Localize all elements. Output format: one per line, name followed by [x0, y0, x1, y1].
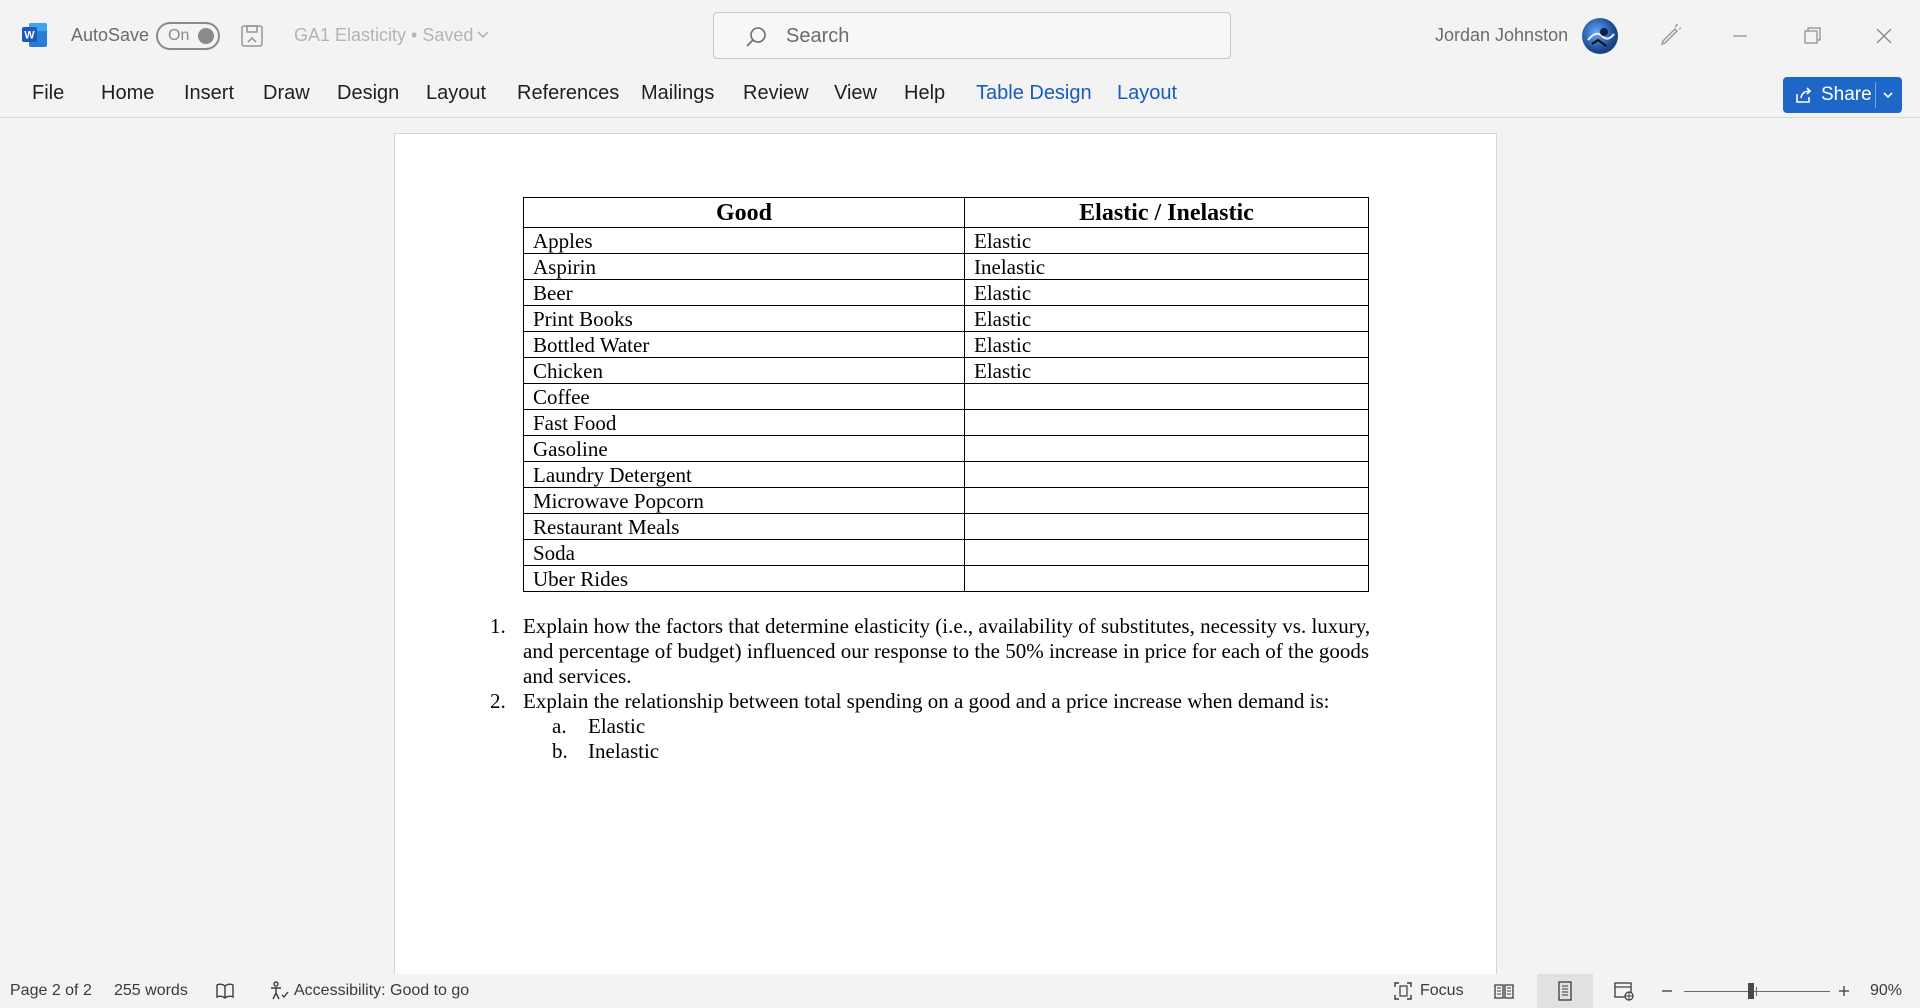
tab-review[interactable]: Review — [743, 82, 809, 104]
word-logo-icon[interactable] — [22, 22, 48, 48]
question-number: 1. — [490, 614, 506, 638]
read-mode-icon[interactable] — [1493, 980, 1515, 1002]
tab-mailings[interactable]: Mailings — [641, 82, 715, 104]
tab-home[interactable]: Home — [101, 82, 155, 104]
cell-good[interactable]: Laundry Detergent — [524, 462, 965, 488]
tab-view[interactable]: View — [834, 82, 877, 104]
cell-elasticity[interactable] — [965, 566, 1369, 592]
share-divider — [1875, 82, 1876, 108]
proofing-book-icon[interactable] — [214, 980, 236, 1002]
designer-pen-icon[interactable] — [1656, 22, 1684, 50]
save-icon[interactable] — [238, 22, 266, 50]
cell-elasticity[interactable]: Elastic — [965, 358, 1369, 384]
tab-references[interactable]: References — [517, 82, 620, 104]
autosave-state: On — [168, 27, 190, 44]
search-icon — [744, 25, 768, 49]
cell-elasticity[interactable] — [965, 410, 1369, 436]
cell-good[interactable]: Beer — [524, 280, 965, 306]
tab-file[interactable]: File — [32, 82, 65, 104]
avatar-image-icon — [1582, 18, 1618, 54]
cell-elasticity[interactable]: Elastic — [965, 228, 1369, 254]
tab-help[interactable]: Help — [904, 82, 946, 104]
cell-good[interactable]: Chicken — [524, 358, 965, 384]
table-row — [524, 566, 1369, 592]
sub-item[interactable] — [490, 714, 1400, 739]
share-label: Share — [1821, 84, 1872, 105]
cell-elasticity[interactable] — [965, 540, 1369, 566]
zoom-slider[interactable] — [1684, 991, 1830, 992]
sub-item-letter: a. — [552, 714, 567, 738]
focus-button[interactable]: Focus — [1420, 982, 1464, 999]
document-canvas[interactable] — [0, 118, 1920, 974]
header-elastic-inelastic[interactable]: Elastic / Inelastic — [965, 198, 1369, 228]
cell-good[interactable]: Apples — [524, 228, 965, 254]
toggle-knob — [198, 28, 214, 44]
cell-elasticity[interactable]: Elastic — [965, 332, 1369, 358]
cell-good[interactable]: Bottled Water — [524, 332, 965, 358]
web-layout-icon[interactable] — [1613, 980, 1635, 1002]
table-header-row — [524, 198, 1369, 228]
svg-text:W: W — [24, 29, 35, 42]
cell-good[interactable]: Soda — [524, 540, 965, 566]
document-title[interactable]: GA1 Elasticity • Saved — [294, 25, 474, 45]
sub-item-letter: b. — [552, 739, 568, 763]
ribbon-tabs — [0, 72, 1920, 118]
cell-good[interactable]: Aspirin — [524, 254, 965, 280]
cell-good[interactable]: Gasoline — [524, 436, 965, 462]
question-item[interactable] — [490, 689, 1400, 714]
cell-elasticity[interactable]: Elastic — [965, 306, 1369, 332]
cell-good[interactable]: Uber Rides — [524, 566, 965, 592]
cell-good[interactable]: Restaurant Meals — [524, 514, 965, 540]
table-row — [524, 384, 1369, 410]
question-text: Explain how the factors that determine elasticity (i.e., availability of substitutes, necessity vs. luxury, and percentage of budget) influenced our response to the 50% increase in price for each of the goods and services. — [523, 614, 1371, 688]
cell-good[interactable]: Coffee — [524, 384, 965, 410]
table-row — [524, 306, 1369, 332]
avatar[interactable] — [1582, 18, 1618, 54]
table-row — [524, 228, 1369, 254]
accessibility-status[interactable]: Accessibility: Good to go — [294, 982, 470, 999]
cell-elasticity[interactable]: Inelastic — [965, 254, 1369, 280]
cell-elasticity[interactable] — [965, 488, 1369, 514]
table-row — [524, 410, 1369, 436]
cell-elasticity[interactable]: Elastic — [965, 280, 1369, 306]
table-row — [524, 514, 1369, 540]
question-number: 2. — [490, 689, 506, 713]
zoom-100-tick — [1756, 987, 1757, 996]
search-input[interactable]: Search — [786, 25, 850, 47]
tab-table-design[interactable]: Table Design — [976, 82, 1092, 104]
zoom-level[interactable]: 90% — [1870, 982, 1903, 999]
restore-icon[interactable] — [1792, 16, 1832, 56]
header-good[interactable]: Good — [524, 198, 965, 228]
table-row — [524, 436, 1369, 462]
table-row — [524, 254, 1369, 280]
accessibility-icon[interactable] — [268, 980, 290, 1002]
share-icon — [1795, 86, 1813, 104]
search-box[interactable] — [713, 12, 1231, 59]
minimize-icon[interactable] — [1720, 16, 1760, 56]
zoom-slider-thumb[interactable] — [1748, 983, 1754, 999]
title-bar — [0, 0, 1920, 72]
tab-draw[interactable]: Draw — [263, 82, 310, 104]
cell-elasticity[interactable] — [965, 436, 1369, 462]
status-bar — [0, 974, 1920, 1008]
cell-good[interactable]: Fast Food — [524, 410, 965, 436]
autosave-toggle[interactable] — [156, 22, 220, 50]
table-row — [524, 332, 1369, 358]
page-count[interactable]: Page 2 of 2 — [10, 982, 92, 999]
cell-elasticity[interactable] — [965, 384, 1369, 410]
sub-item-text: Elastic — [588, 714, 646, 738]
share-button[interactable] — [1783, 77, 1902, 113]
document-page[interactable] — [394, 133, 1497, 993]
autosave-label: AutoSave — [71, 25, 150, 45]
cell-elasticity[interactable] — [965, 462, 1369, 488]
table-row — [524, 488, 1369, 514]
user-name[interactable]: Jordan Johnston — [1435, 25, 1569, 45]
chevron-down-icon[interactable] — [476, 27, 490, 41]
table-row — [524, 358, 1369, 384]
table-row — [524, 280, 1369, 306]
table-row — [524, 540, 1369, 566]
tab-insert[interactable]: Insert — [184, 82, 235, 104]
cell-elasticity[interactable] — [965, 514, 1369, 540]
question-item[interactable] — [490, 614, 1400, 689]
chevron-down-icon[interactable] — [1881, 88, 1895, 102]
sub-item[interactable] — [490, 739, 1400, 764]
word-count[interactable]: 255 words — [114, 982, 188, 999]
cell-good[interactable]: Print Books — [524, 306, 965, 332]
sub-item-text: Inelastic — [588, 739, 660, 763]
focus-icon[interactable] — [1392, 980, 1414, 1002]
question-text: Explain the relationship between total spending on a good and a price increase when demand is: — [523, 689, 1330, 713]
cell-good[interactable]: Microwave Popcorn — [524, 488, 965, 514]
close-icon[interactable] — [1864, 16, 1904, 56]
print-layout-icon[interactable] — [1554, 980, 1576, 1002]
tab-layout[interactable]: Layout — [426, 82, 487, 104]
zoom-out-icon[interactable] — [1656, 980, 1678, 1002]
tab-design[interactable]: Design — [337, 82, 400, 104]
zoom-in-icon[interactable] — [1833, 980, 1855, 1002]
elasticity-table[interactable] — [523, 197, 1369, 592]
tab-table-layout[interactable]: Layout — [1117, 82, 1178, 104]
table-row — [524, 462, 1369, 488]
question-list — [490, 614, 1400, 764]
